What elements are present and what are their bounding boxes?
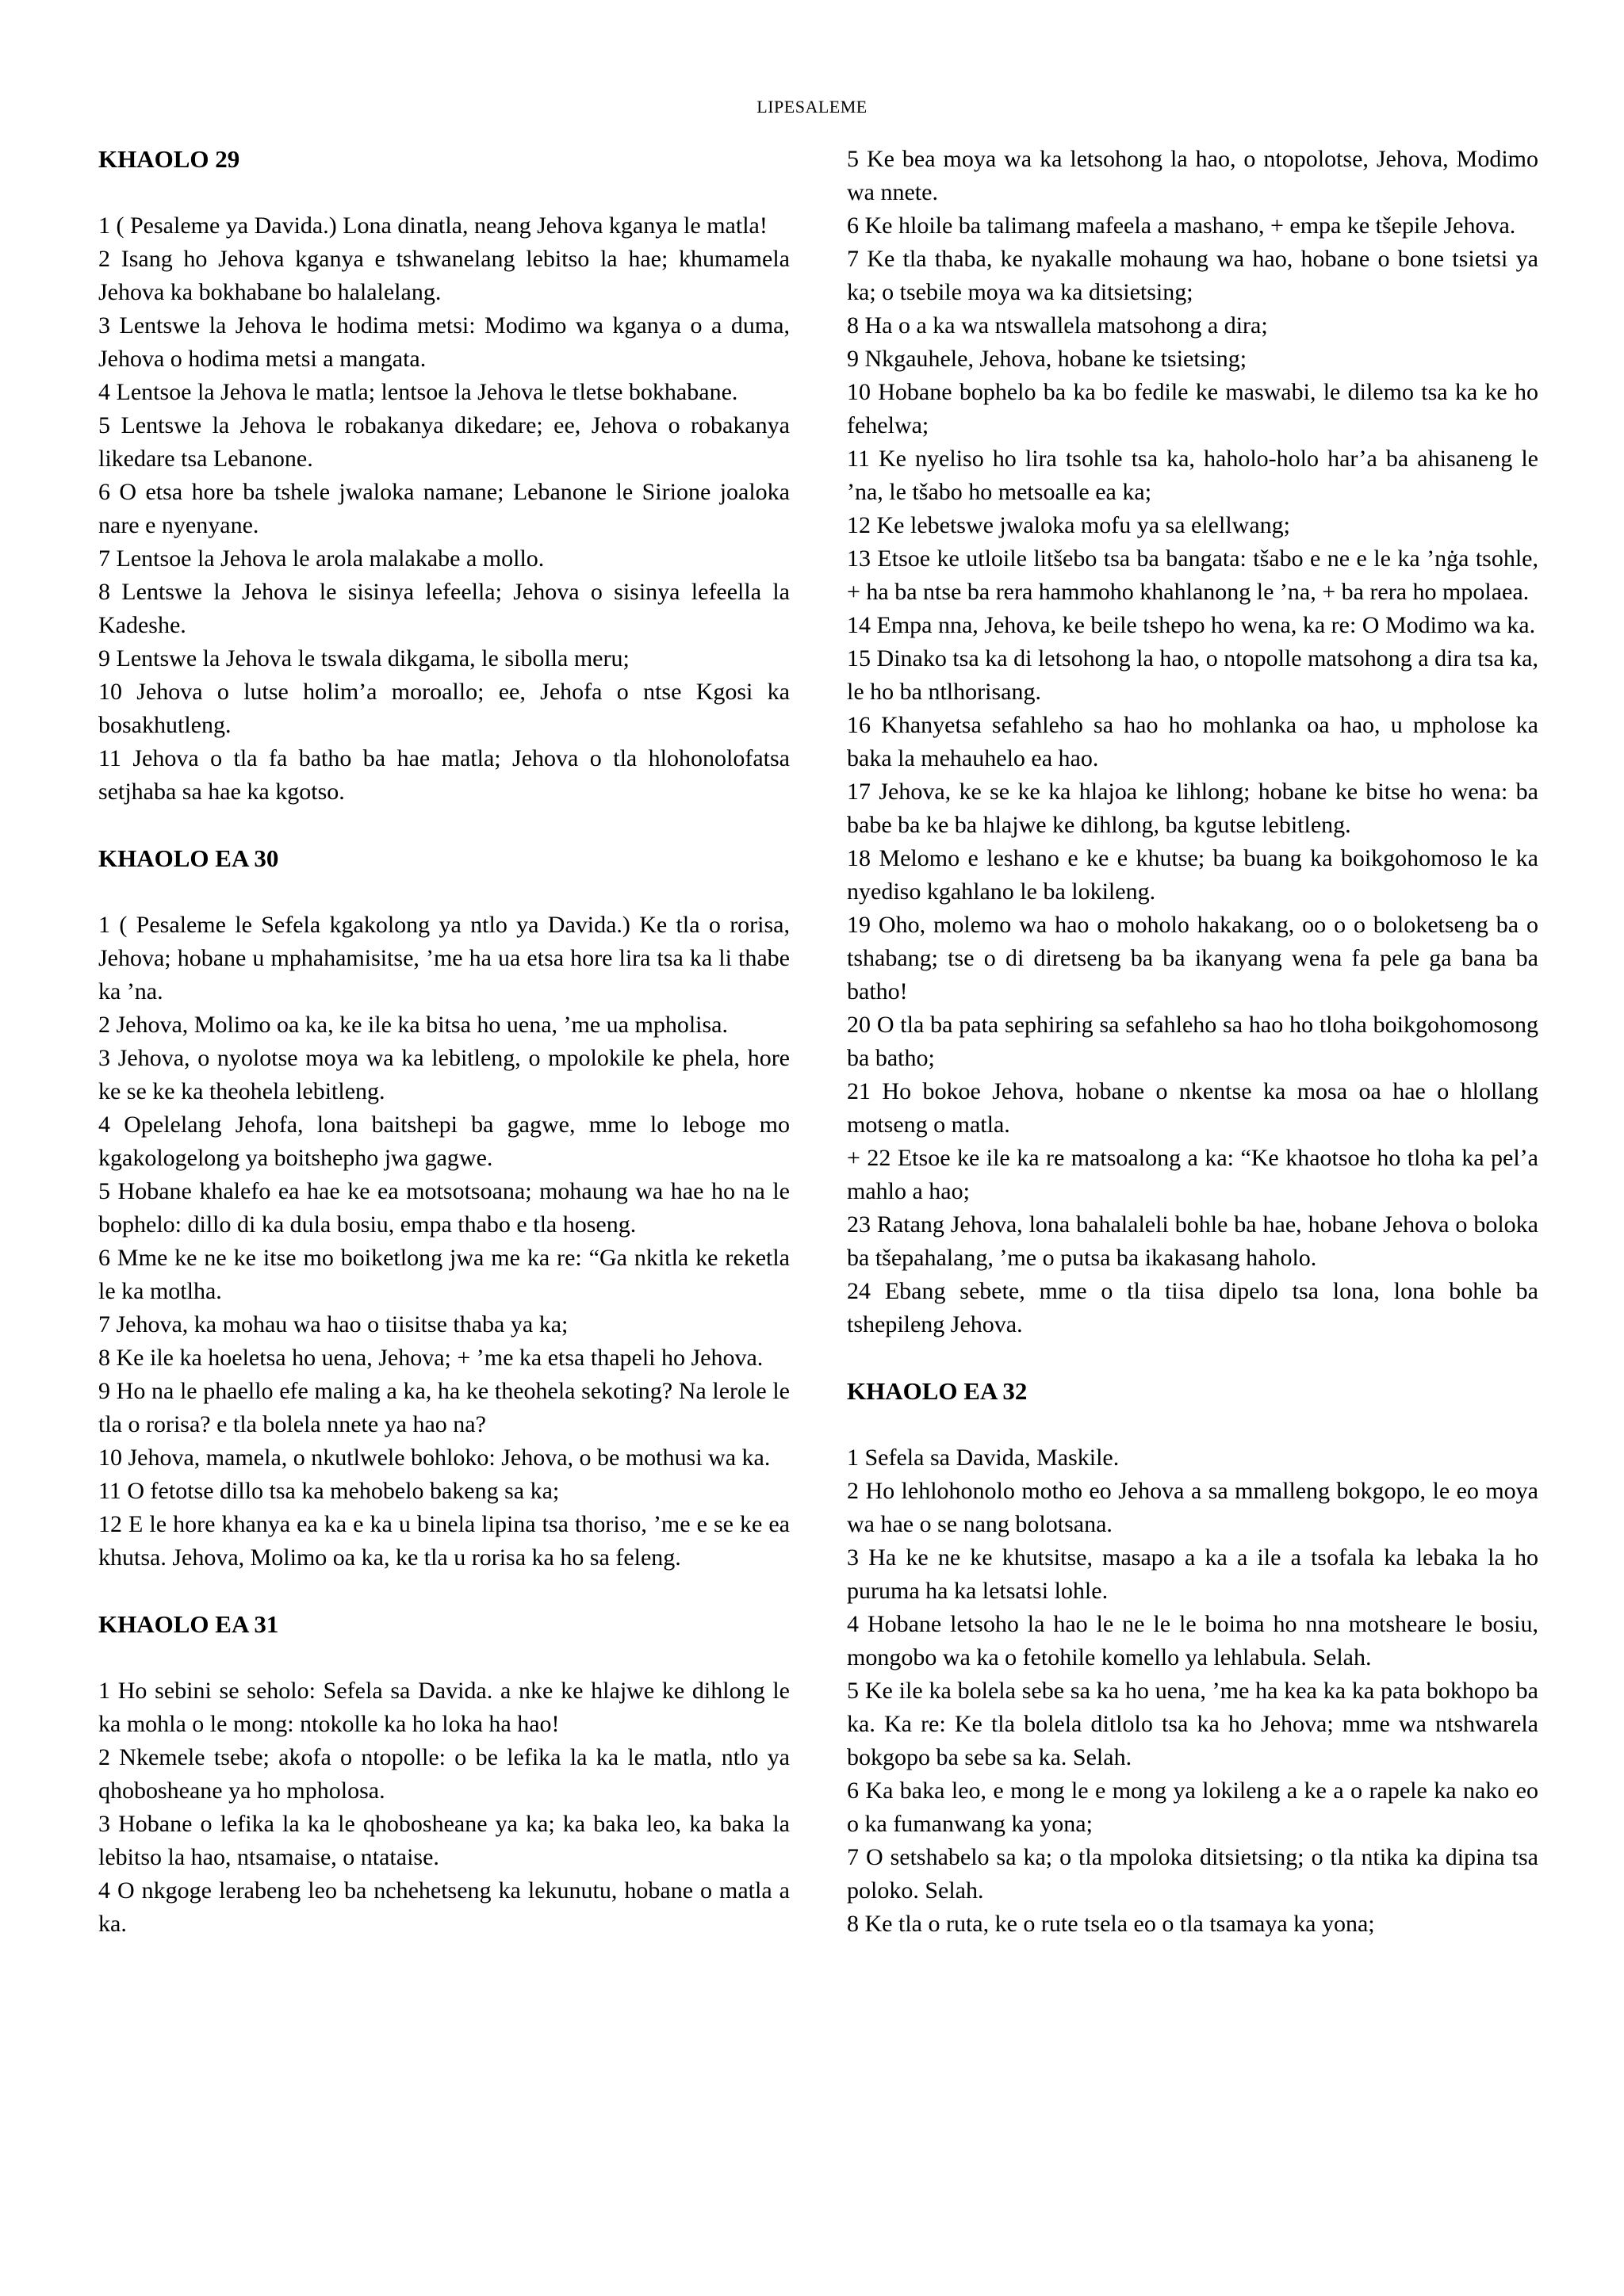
verse: 11 Jehova o tla fa batho ba hae matla; Jehova o tla hlohonolofatsa setjhaba sa hae ka kgotso.: [98, 745, 790, 805]
verse-list: [847, 143, 1538, 1341]
verse-list: [98, 1674, 790, 1941]
verse: 18 Melomo e leshano e ke e khutse; ba buang ka boikgohomoso le ka nyediso kgahlano le ba lokileng.: [847, 845, 1538, 905]
verse: 8 Ke ile ka hoeletsa ho uena, Jehova; + ’me ka etsa thapeli ho Jehova.: [98, 1345, 764, 1371]
verse: 19 Oho, molemo wa hao o moholo hakakang, oo o o boloketseng ba o tshabang; tse o di diretseng ba ba ikanyang wena fa pele ga bana ba batho!: [847, 912, 1538, 1004]
verse: 6 Ka baka leo, e mong le e mong ya lokileng a ke a o rapele ka nako eo o ka fumanwang ka yona;: [847, 1777, 1538, 1837]
verse: 17 Jehova, ke se ke ka hlajoa ke lihlong; hobane ke bitse ho wena: ba babe ba ke ba hlajwe ke dihlong, ba kgutse lebitleng.: [847, 779, 1538, 838]
verse: 10 Jehova, mamela, o nkutlwele bohloko: Jehova, o be mothusi wa ka.: [98, 1445, 771, 1471]
verse: 8 Ke tla o ruta, ke o rute tsela eo o tla tsamaya ka yona;: [847, 1911, 1375, 1937]
verse: 11 Ke nyeliso ho lira tsohle tsa ka, haholo-holo har’a ba ahisaneng le ’na, le tšabo ho metsoalle ea ka;: [847, 446, 1538, 505]
chapter-heading: KHAOLO 29: [98, 145, 240, 173]
verse: 3 Jehova, o nyolotse moya wa ka lebitleng, o mpolokile ke phela, hore ke se ke ka theohela lebitleng.: [98, 1045, 790, 1104]
verse: 9 Lentswe la Jehova le tswala dikgama, le sibolla meru;: [98, 645, 630, 672]
verse: 6 Ke hloile ba talimang mafeela a mashano, + empa ke tšepile Jehova.: [847, 212, 1516, 239]
verse: 2 Ho lehlohonolo motho eo Jehova a sa mmalleng bokgopo, le eo moya wa hae o se nang bolotsana.: [847, 1478, 1538, 1537]
verse: 13 Etsoe ke utloile litšebo tsa ba bangata: tšabo e ne e le ka ’nġa tsohle, + ha ba ntse ba rera hammoho khahlanong le ’na, + ba rera ho mpolaea.: [847, 545, 1538, 605]
verse: 5 Ke bea moya wa ka letsohong la hao, o ntopolotse, Jehova, Modimo wa nnete.: [847, 146, 1538, 205]
verse: 8 Ha o a ka wa ntswallela matsohong a dira;: [847, 312, 1268, 339]
verse: 10 Hobane bophelo ba ka bo fedile ke maswabi, le dilemo tsa ka ke ho fehelwa;: [847, 379, 1538, 438]
verse-list: [98, 209, 790, 809]
verse-list: [847, 1441, 1538, 1941]
chapter-heading: KHAOLO EA 30: [98, 844, 279, 872]
chapter-heading: KHAOLO EA 32: [847, 1377, 1028, 1405]
verse: 4 Opelelang Jehofa, lona baitshepi ba gagwe, mme lo leboge mo kgakologelong ya boitshepho jwa gagwe.: [98, 1112, 790, 1171]
verse: 10 Jehova o lutse holim’a moroallo; ee, Jehofa o ntse Kgosi ka bosakhutleng.: [98, 679, 790, 738]
verse: 9 Ho na le phaello efe maling a ka, ha ke theohela sekoting? Na lerole le tla o rorisa? e tla bolela nnete ya hao na?: [98, 1378, 790, 1437]
verse: 23 Ratang Jehova, lona bahalaleli bohle ba hae, hobane Jehova o boloka ba tšepahalang, ’me o putsa ba ikakasang haholo.: [847, 1211, 1538, 1271]
verse: 2 Jehova, Molimo oa ka, ke ile ka bitsa ho uena, ’me ua mpholisa.: [98, 1012, 728, 1038]
verse: 1 Sefela sa Davida, Maskile.: [847, 1445, 1120, 1471]
left-column: [98, 143, 790, 1941]
verse: 5 Ke ile ka bolela sebe sa ka ho uena, ’me ha kea ka ka pata bokhopo ba ka. Ka re: Ke tla bolela ditlolo tsa ka ho Jehova; mme wa ntshwarela bokgopo ba sebe sa ka. Selah.: [847, 1678, 1538, 1770]
verse: + 22 Etsoe ke ile ka re matsoalong a ka: “Ke khaotsoe ho tloha ka pel’a mahlo a hao;: [847, 1145, 1538, 1204]
verse: 6 Mme ke ne ke itse mo boiketlong jwa me ka re: “Ga nkitla ke reketla le ka motlha.: [98, 1245, 790, 1304]
verse: 20 O tla ba pata sephiring sa sefahleho sa hao ho tloha boikgohomosong ba batho;: [847, 1012, 1538, 1071]
verse: 12 E le hore khanya ea ka e ka u binela lipina tsa thoriso, ’me e se ke ea khutsa. Jehova, Molimo oa ka, ke tla u rorisa ka ho sa feleng.: [98, 1511, 790, 1571]
verse: 3 Lentswe la Jehova le hodima metsi: Modimo wa kganya o a duma, Jehova o hodima metsi a mangata.: [98, 312, 790, 372]
right-column: [847, 143, 1538, 1941]
verse: 1 ( Pesaleme le Sefela kgakolong ya ntlo ya Davida.) Ke tla o rorisa, Jehova; hobane u mphahamisitse, ’me ha ua etsa hore lira tsa ka li thabe ka ’na.: [98, 912, 790, 1004]
chapter-section: [847, 1375, 1538, 1941]
verse: 15 Dinako tsa ka di letsohong la hao, o ntopolle matsohong a dira tsa ka, le ho ba ntlhorisang.: [847, 645, 1538, 705]
verse: 1 Ho sebini se seholo: Sefela sa Davida. a nke ke hlajwe ke dihlong le ka mohla o le mong: ntokolle ka ho loka ha hao!: [98, 1678, 790, 1737]
verse: 7 O setshabelo sa ka; o tla mpoloka ditsietsing; o tla ntika ka dipina tsa poloko. Selah.: [847, 1844, 1538, 1904]
verse: 7 Ke tla thaba, ke nyakalle mohaung wa hao, hobane o bone tsietsi ya ka; o tsebile moya wa ka ditsietsing;: [847, 246, 1538, 305]
verse: 8 Lentswe la Jehova le sisinya lefeella; Jehova o sisinya lefeella la Kadeshe.: [98, 579, 790, 638]
verse: 16 Khanyetsa sefahleho sa hao ho mohlanka oa hao, u mpholose ka baka la mehauhelo ea hao.: [847, 712, 1538, 771]
verse: 21 Ho bokoe Jehova, hobane o nkentse ka mosa oa hae o hlollang motseng o matla.: [847, 1078, 1538, 1138]
verse: 3 Hobane o lefika la ka le qhobosheane ya ka; ka baka leo, ka baka la lebitso la hao, ntsamaise, o ntataise.: [98, 1811, 790, 1870]
verse: 3 Ha ke ne ke khutsitse, masapo a ka a ile a tsofala ka lebaka la ho puruma ha ka letsatsi lohle.: [847, 1544, 1538, 1604]
verse: 2 Isang ho Jehova kganya e tshwanelang lebitso la hae; khumamela Jehova ka bokhabane bo halalelang.: [98, 246, 790, 305]
chapter-section: [98, 1608, 790, 1941]
verse: 12 Ke lebetswe jwaloka mofu ya sa elellwang;: [847, 512, 1290, 538]
verse: 7 Jehova, ka mohau wa hao o tiisitse thaba ya ka;: [98, 1311, 569, 1337]
verse: 7 Lentsoe la Jehova le arola malakabe a mollo.: [98, 545, 545, 572]
verse: 1 ( Pesaleme ya Davida.) Lona dinatla, neang Jehova kganya le matla!: [98, 212, 768, 239]
verse-list: [98, 909, 790, 1575]
verse: 2 Nkemele tsebe; akofa o ntopolle: o be lefika la ka le matla, ntlo ya qhobosheane ya ho mpholosa.: [98, 1744, 790, 1804]
verse: 9 Nkgauhele, Jehova, hobane ke tsietsing;: [847, 346, 1247, 372]
chapter-section: [98, 143, 790, 809]
verse: 5 Hobane khalefo ea hae ke ea motsotsoana; mohaung wa hae ho na le bophelo: dillo di ka dula bosiu, empa thabo e tla hoseng.: [98, 1178, 790, 1238]
chapter-section: [847, 143, 1538, 1341]
running-head: LIPESALEME: [756, 97, 868, 117]
verse: 11 O fetotse dillo tsa ka mehobelo bakeng sa ka;: [98, 1478, 560, 1504]
verse: 5 Lentswe la Jehova le robakanya dikedare; ee, Jehova o robakanya likedare tsa Lebanone.: [98, 412, 790, 472]
chapter-heading: KHAOLO EA 31: [98, 1610, 279, 1638]
verse: 14 Empa nna, Jehova, ke beile tshepo ho wena, ka re: O Modimo wa ka.: [847, 612, 1536, 638]
chapter-section: [98, 842, 790, 1575]
verse: 4 Lentsoe la Jehova le matla; lentsoe la Jehova le tletse bokhabane.: [98, 379, 738, 405]
verse: 24 Ebang sebete, mme o tla tiisa dipelo tsa lona, lona bohle ba tshepileng Jehova.: [847, 1278, 1538, 1337]
verse: 4 O nkgoge lerabeng leo ba nchehetseng ka lekunutu, hobane o matla a ka.: [98, 1877, 790, 1937]
verse: 4 Hobane letsoho la hao le ne le le boima ho nna motsheare le bosiu, mongobo wa ka o fetohile komello ya lehlabula. Selah.: [847, 1611, 1538, 1670]
verse: 6 O etsa hore ba tshele jwaloka namane; Lebanone le Sirione joaloka nare e nyenyane.: [98, 479, 790, 538]
